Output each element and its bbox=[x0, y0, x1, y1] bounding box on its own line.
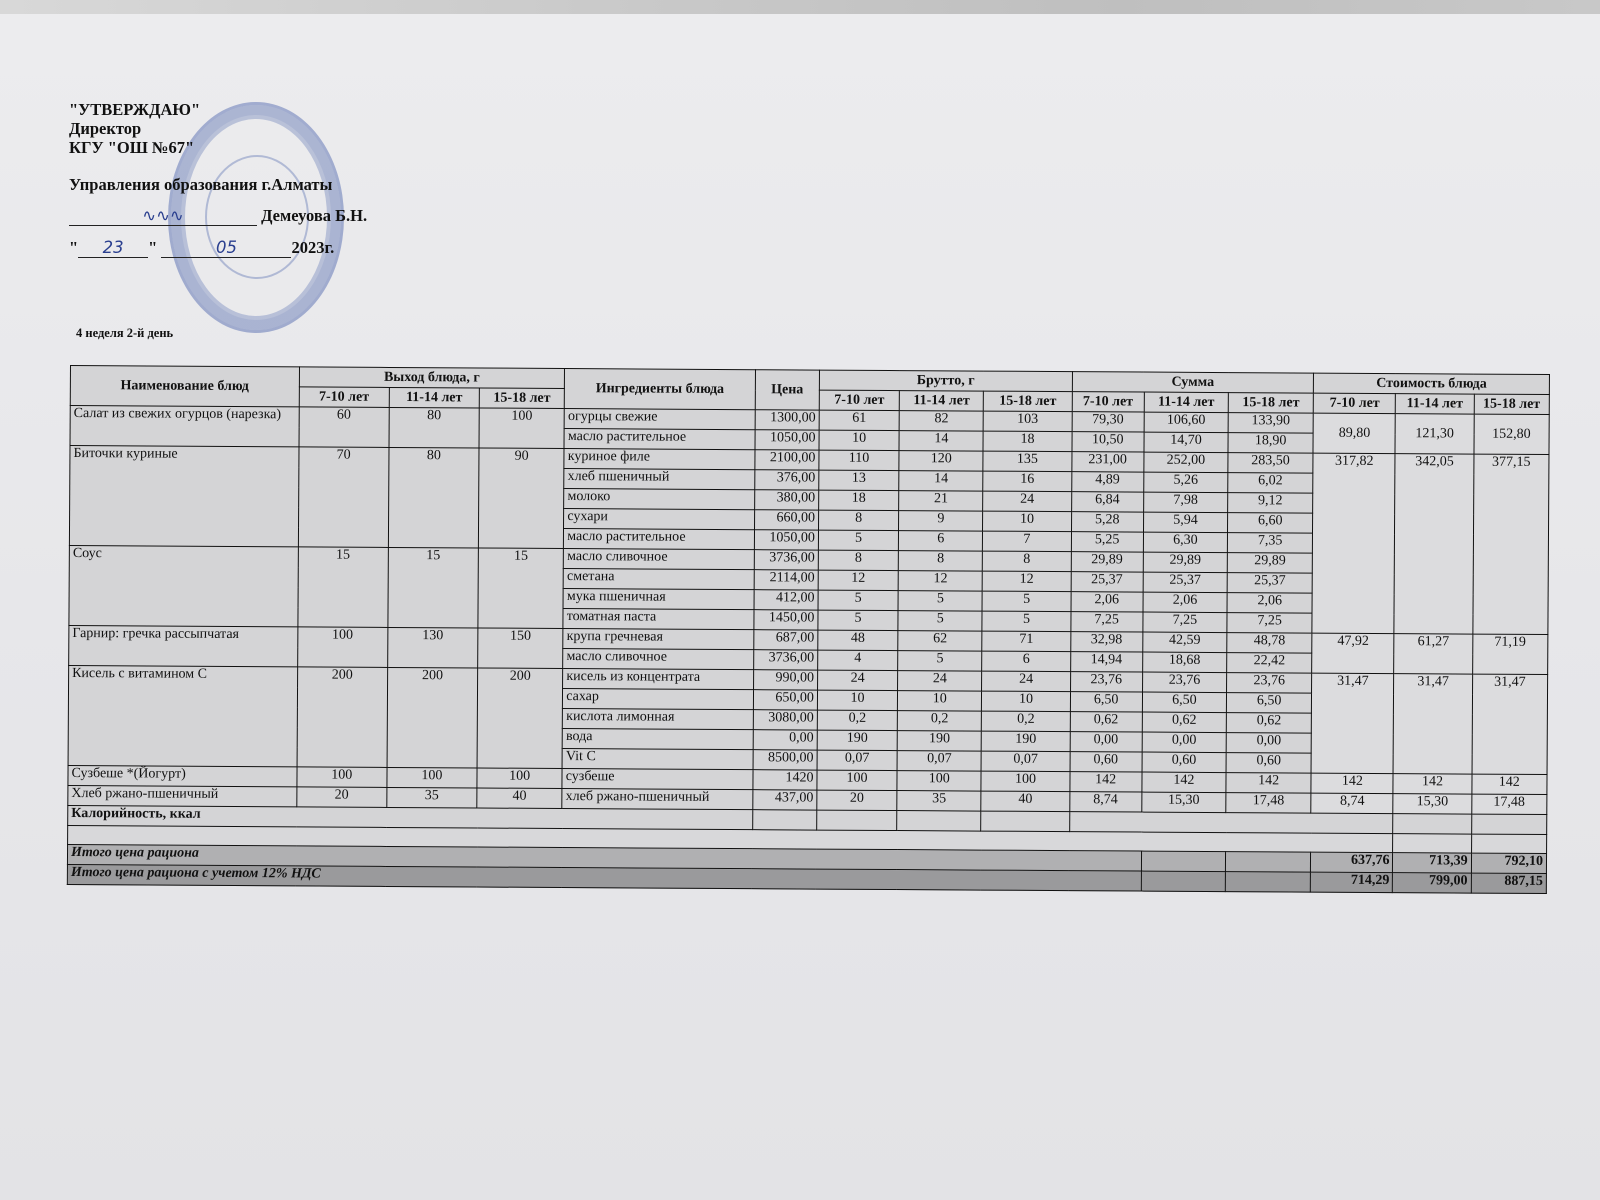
ingredient-sum: 142 bbox=[1070, 772, 1142, 792]
ingredient-sum: 15,30 bbox=[1142, 792, 1226, 813]
ingredient-name: масло растительное bbox=[564, 429, 755, 450]
dish-cost: 31,47 bbox=[1472, 674, 1548, 774]
total-vat-blank bbox=[1225, 872, 1310, 893]
ingredient-gross: 10 bbox=[983, 511, 1071, 532]
ingredient-sum: 8,74 bbox=[1069, 792, 1141, 812]
header-yield-age-1: 11-14 лет bbox=[389, 387, 479, 408]
ingredient-price: 2114,00 bbox=[754, 570, 818, 590]
dish-yield: 100 bbox=[387, 767, 477, 788]
ingredient-sum: 6,84 bbox=[1071, 492, 1143, 512]
ingredient-sum: 23,76 bbox=[1227, 673, 1312, 694]
dish-yield: 150 bbox=[478, 628, 563, 669]
ingredient-gross: 20 bbox=[817, 790, 897, 810]
ingredient-name: масло сливочное bbox=[563, 649, 754, 670]
ingredient-gross: 10 bbox=[819, 430, 899, 450]
ingredient-name: сузбеше bbox=[562, 769, 753, 790]
dish-cost: 121,30 bbox=[1395, 414, 1473, 454]
ingredient-gross: 5 bbox=[818, 610, 898, 630]
ingredient-gross: 18 bbox=[983, 431, 1071, 452]
ingredient-gross: 5 bbox=[898, 591, 982, 612]
dish-yield: 200 bbox=[387, 667, 478, 768]
ingredient-gross: 100 bbox=[981, 771, 1069, 792]
ingredient-sum: 42,59 bbox=[1143, 632, 1227, 653]
dish-cost: 342,05 bbox=[1394, 454, 1473, 634]
header-gross-age-2: 15-18 лет bbox=[984, 391, 1072, 412]
ingredient-sum: 18,68 bbox=[1142, 652, 1226, 673]
ingredient-sum: 0,62 bbox=[1226, 713, 1311, 734]
ingredient-gross: 4 bbox=[818, 650, 898, 670]
header-sum-age-1: 11-14 лет bbox=[1144, 392, 1228, 413]
dish-yield: 80 bbox=[388, 447, 479, 548]
ingredient-gross: 5 bbox=[982, 591, 1070, 612]
ingredient-name: томатная паста bbox=[563, 609, 754, 630]
dish-cost: 15,30 bbox=[1393, 794, 1471, 814]
calories-cell bbox=[817, 810, 897, 830]
empty-cell bbox=[1471, 834, 1546, 853]
ingredient-gross: 48 bbox=[818, 630, 898, 650]
total-vat-label: Итого цена рациона с учетом 12% НДС bbox=[67, 864, 1141, 891]
ingredient-price: 1300,00 bbox=[755, 410, 819, 430]
ingredient-gross: 8 bbox=[898, 551, 982, 572]
ingredient-name: хлеб пшеничный bbox=[564, 469, 755, 490]
ingredient-gross: 82 bbox=[899, 411, 983, 432]
dish-cost: 8,74 bbox=[1311, 793, 1393, 814]
dish-name: Салат из свежих огурцов (нарезка) bbox=[70, 406, 299, 447]
ingredient-sum: 0,62 bbox=[1070, 712, 1142, 732]
ingredient-gross: 110 bbox=[819, 450, 899, 470]
dish-name: Биточки куриные bbox=[69, 446, 298, 547]
header-gross: Брутто, г bbox=[819, 370, 1072, 392]
ingredient-gross: 0,2 bbox=[817, 710, 897, 730]
total-value: 713,39 bbox=[1393, 853, 1471, 873]
ingredient-gross: 0,07 bbox=[817, 750, 897, 770]
total-vat-blank bbox=[1141, 871, 1225, 892]
ingredient-gross: 5 bbox=[818, 530, 898, 550]
header-gross-age-1: 11-14 лет bbox=[899, 391, 983, 412]
ingredient-price: 3736,00 bbox=[754, 550, 818, 570]
ingredient-sum: 6,50 bbox=[1142, 692, 1226, 713]
ingredient-gross: 24 bbox=[898, 671, 982, 692]
ingredient-price: 376,00 bbox=[755, 470, 819, 490]
ingredient-sum: 7,25 bbox=[1143, 612, 1227, 633]
ingredient-gross: 14 bbox=[899, 431, 983, 452]
header-dish-name: Наименование блюд bbox=[70, 366, 299, 407]
ingredient-price: 650,00 bbox=[753, 690, 817, 710]
ingredient-sum: 2,06 bbox=[1227, 593, 1312, 614]
ingredient-sum: 9,12 bbox=[1228, 493, 1313, 514]
dish-yield: 80 bbox=[389, 407, 479, 448]
dish-cost: 142 bbox=[1393, 774, 1471, 794]
header-yield-age-0: 7-10 лет bbox=[299, 387, 389, 408]
ingredient-gross: 8 bbox=[818, 550, 898, 570]
ingredient-gross: 100 bbox=[817, 770, 897, 790]
ingredient-sum: 79,30 bbox=[1072, 412, 1144, 432]
total-blank bbox=[1225, 852, 1310, 873]
dish-yield: 60 bbox=[299, 407, 389, 448]
ingredient-gross: 62 bbox=[898, 631, 982, 652]
ingredient-sum: 0,60 bbox=[1142, 752, 1226, 773]
ingredient-gross: 0,2 bbox=[982, 711, 1070, 732]
ingredient-sum: 0,00 bbox=[1226, 733, 1311, 754]
dish-cost: 71,19 bbox=[1472, 634, 1548, 674]
dish-name: Гарнир: гречка рассыпчатая bbox=[69, 625, 298, 666]
signature-line bbox=[69, 206, 367, 226]
date-year: 2023г. bbox=[291, 238, 335, 257]
total-vat-value: 887,15 bbox=[1471, 873, 1546, 893]
dish-yield: 40 bbox=[477, 788, 562, 809]
empty-cell bbox=[1393, 834, 1471, 853]
header-sum-age-0: 7-10 лет bbox=[1072, 392, 1144, 412]
ingredient-sum: 6,50 bbox=[1226, 693, 1311, 714]
ingredient-gross: 24 bbox=[982, 671, 1070, 692]
header-yield: Выход блюда, г bbox=[299, 367, 565, 389]
header-ingredients: Ингредиенты блюда bbox=[565, 369, 756, 410]
dish-cost: 61,27 bbox=[1394, 634, 1472, 674]
dish-yield: 35 bbox=[387, 787, 477, 808]
dish-yield: 20 bbox=[296, 787, 386, 808]
ingredient-gross: 0,2 bbox=[897, 711, 981, 732]
ingredient-sum: 0,60 bbox=[1070, 752, 1142, 772]
dish-name: Соус bbox=[69, 545, 298, 626]
ingredient-gross: 5 bbox=[982, 611, 1070, 632]
ingredient-sum: 32,98 bbox=[1070, 632, 1142, 652]
ingredient-price: 3736,00 bbox=[753, 650, 817, 670]
dish-cost: 152,80 bbox=[1474, 414, 1550, 454]
ingredient-sum: 18,90 bbox=[1228, 433, 1313, 454]
ingredient-gross: 7 bbox=[983, 531, 1071, 552]
ingredient-name: масло сливочное bbox=[564, 549, 755, 570]
ingredient-sum: 17,48 bbox=[1226, 793, 1311, 814]
dish-yield: 100 bbox=[479, 408, 564, 449]
ingredient-sum: 48,78 bbox=[1227, 633, 1312, 654]
approval-organization: КГУ "ОШ №67" bbox=[69, 138, 195, 157]
header-sum: Сумма bbox=[1072, 372, 1314, 393]
approval-department: Управления образования г.Алматы bbox=[69, 175, 333, 194]
ingredient-gross: 190 bbox=[897, 731, 981, 752]
ingredient-price: 1450,00 bbox=[754, 610, 818, 630]
dish-yield: 100 bbox=[297, 767, 387, 788]
ingredient-sum: 4,89 bbox=[1071, 472, 1143, 492]
ingredient-gross: 190 bbox=[982, 731, 1070, 752]
ingredient-gross: 8 bbox=[983, 551, 1071, 572]
dish-yield: 200 bbox=[477, 668, 563, 769]
ingredient-gross: 135 bbox=[983, 451, 1071, 472]
dish-name: Сузбеше *(Йогурт) bbox=[68, 765, 297, 786]
ingredient-gross: 0,07 bbox=[981, 751, 1069, 772]
ingredient-sum: 5,25 bbox=[1071, 532, 1143, 552]
calories-cell bbox=[1069, 812, 1393, 834]
ingredient-name: кислота лимонная bbox=[563, 709, 754, 730]
ingredient-price: 437,00 bbox=[753, 790, 817, 810]
ingredient-price: 0,00 bbox=[753, 730, 817, 750]
ingredient-sum: 106,60 bbox=[1144, 412, 1228, 433]
ingredient-sum: 10,50 bbox=[1072, 432, 1144, 452]
dish-yield: 100 bbox=[297, 627, 387, 668]
ingredient-sum: 23,76 bbox=[1142, 672, 1226, 693]
header-cost-age-0: 7-10 лет bbox=[1313, 393, 1395, 414]
ingredient-sum: 5,26 bbox=[1144, 472, 1228, 493]
ingredient-name: куриное филе bbox=[564, 449, 755, 470]
ingredient-gross: 100 bbox=[897, 771, 981, 792]
calories-label: Калорийность, ккал bbox=[68, 805, 753, 829]
dish-yield: 70 bbox=[298, 447, 389, 548]
ingredient-sum: 22,42 bbox=[1227, 653, 1312, 674]
ingredient-gross: 10 bbox=[817, 690, 897, 710]
ingredient-name: огурцы свежие bbox=[564, 409, 755, 430]
dish-yield: 90 bbox=[478, 448, 564, 549]
header-gross-age-0: 7-10 лет bbox=[819, 390, 899, 410]
ingredient-price: 1050,00 bbox=[754, 530, 818, 550]
ingredient-name: хлеб ржано-пшеничный bbox=[562, 789, 753, 810]
ingredient-gross: 16 bbox=[983, 471, 1071, 492]
ingredient-gross: 6 bbox=[982, 651, 1070, 672]
dish-cost: 31,47 bbox=[1393, 674, 1472, 774]
ingredient-sum: 29,89 bbox=[1227, 553, 1312, 574]
ingredient-gross: 103 bbox=[984, 411, 1072, 432]
dish-cost: 89,80 bbox=[1313, 413, 1395, 454]
ingredient-gross: 24 bbox=[817, 670, 897, 690]
ingredient-sum: 2,06 bbox=[1143, 592, 1227, 613]
calories-cell bbox=[752, 810, 816, 830]
ingredient-sum: 6,02 bbox=[1228, 473, 1313, 494]
background-fabric bbox=[0, 0, 1600, 14]
ingredient-gross: 71 bbox=[982, 631, 1070, 652]
ingredient-gross: 14 bbox=[899, 471, 983, 492]
ingredient-gross: 18 bbox=[819, 490, 899, 510]
ingredient-sum: 142 bbox=[1226, 773, 1311, 794]
day-label: 4 неделя 2-й день bbox=[76, 326, 174, 340]
ingredient-sum: 0,00 bbox=[1142, 732, 1226, 753]
ingredient-gross: 35 bbox=[897, 791, 981, 812]
ingredient-gross: 5 bbox=[818, 590, 898, 610]
header-sum-age-2: 15-18 лет bbox=[1228, 393, 1313, 414]
ingredient-sum: 29,89 bbox=[1071, 552, 1143, 572]
date-day: 23 bbox=[78, 238, 148, 258]
ingredient-sum: 231,00 bbox=[1071, 452, 1143, 472]
header-yield-age-2: 15-18 лет bbox=[479, 388, 564, 409]
ingredient-gross: 120 bbox=[899, 451, 983, 472]
dish-yield: 15 bbox=[478, 548, 564, 629]
dish-yield: 200 bbox=[297, 667, 388, 768]
dish-cost: 377,15 bbox=[1473, 454, 1549, 634]
ingredient-price: 380,00 bbox=[754, 490, 818, 510]
ingredient-price: 8500,00 bbox=[753, 750, 817, 770]
dish-yield: 15 bbox=[388, 547, 479, 628]
calories-cell bbox=[1471, 814, 1546, 834]
ingredient-price: 412,00 bbox=[754, 590, 818, 610]
ingredient-gross: 9 bbox=[899, 511, 983, 532]
ingredient-gross: 21 bbox=[899, 491, 983, 512]
ingredient-gross: 13 bbox=[819, 470, 899, 490]
ingredient-name: крупа гречневая bbox=[563, 629, 754, 650]
ingredient-price: 687,00 bbox=[754, 630, 818, 650]
approval-date: " 23 " 05 2023г. bbox=[69, 238, 335, 257]
ingredient-name: Vit C bbox=[562, 749, 753, 770]
ingredient-gross: 24 bbox=[983, 491, 1071, 512]
ingredient-sum: 6,60 bbox=[1228, 513, 1313, 534]
ingredient-name: мука пшеничная bbox=[563, 589, 754, 610]
ingredient-gross: 12 bbox=[983, 571, 1071, 592]
ingredient-name: сахар bbox=[563, 689, 754, 710]
total-vat-value: 714,29 bbox=[1311, 872, 1393, 893]
ingredient-price: 1420 bbox=[753, 770, 817, 790]
ingredient-price: 1050,00 bbox=[755, 430, 819, 450]
dish-cost: 17,48 bbox=[1471, 794, 1546, 814]
ingredient-gross: 12 bbox=[818, 570, 898, 590]
ingredient-gross: 61 bbox=[819, 410, 899, 430]
total-label: Итого цена рациона bbox=[67, 844, 1141, 871]
header-price: Цена bbox=[755, 370, 819, 410]
dish-cost: 31,47 bbox=[1311, 673, 1394, 774]
ingredient-gross: 10 bbox=[982, 691, 1070, 712]
dish-name: Хлеб ржано-пшеничный bbox=[68, 785, 297, 806]
ingredient-name: кисель из концентрата bbox=[563, 669, 754, 690]
ingredient-sum: 0,00 bbox=[1070, 732, 1142, 752]
ingredient-sum: 7,25 bbox=[1227, 613, 1312, 634]
ingredient-sum: 14,70 bbox=[1144, 432, 1228, 453]
signer-name: Демеуова Б.Н. bbox=[261, 206, 368, 225]
header-cost-age-2: 15-18 лет bbox=[1474, 394, 1549, 414]
ingredient-sum: 14,94 bbox=[1070, 652, 1142, 672]
ingredient-gross: 190 bbox=[817, 730, 897, 750]
ingredient-sum: 25,37 bbox=[1227, 573, 1312, 594]
ingredient-name: молоко bbox=[564, 489, 755, 510]
dish-cost: 142 bbox=[1311, 773, 1393, 794]
ingredient-sum: 5,28 bbox=[1071, 512, 1143, 532]
ingredient-sum: 23,76 bbox=[1070, 672, 1142, 692]
ingredient-sum: 142 bbox=[1142, 772, 1226, 793]
ingredient-sum: 6,50 bbox=[1070, 692, 1142, 712]
ingredient-sum: 0,60 bbox=[1226, 753, 1311, 774]
ingredient-sum: 25,37 bbox=[1143, 572, 1227, 593]
ingredient-gross: 40 bbox=[981, 791, 1069, 812]
dish-yield: 100 bbox=[477, 768, 562, 789]
calories-cell bbox=[981, 811, 1069, 832]
ingredient-gross: 8 bbox=[818, 510, 898, 530]
ingredient-sum: 0,62 bbox=[1142, 712, 1226, 733]
ingredient-name: сухари bbox=[564, 509, 755, 530]
ingredient-sum: 133,90 bbox=[1228, 413, 1313, 434]
dish-yield: 15 bbox=[298, 547, 389, 628]
header-cost-age-1: 11-14 лет bbox=[1396, 394, 1474, 414]
total-value: 637,76 bbox=[1311, 852, 1393, 873]
ingredient-gross: 6 bbox=[899, 531, 983, 552]
dish-name: Кисель с витамином С bbox=[68, 665, 297, 766]
calories-cell bbox=[1393, 814, 1471, 834]
dish-cost: 317,82 bbox=[1312, 453, 1395, 633]
dish-cost: 47,92 bbox=[1312, 633, 1394, 674]
total-value: 792,10 bbox=[1471, 853, 1546, 873]
ingredient-sum: 2,06 bbox=[1071, 592, 1143, 612]
dish-yield: 130 bbox=[388, 627, 478, 668]
ingredient-gross: 12 bbox=[898, 571, 982, 592]
signature-icon: ∿∿∿ bbox=[69, 206, 257, 226]
ingredient-sum: 7,98 bbox=[1143, 492, 1227, 513]
total-blank bbox=[1141, 851, 1225, 872]
ingredient-sum: 25,37 bbox=[1071, 572, 1143, 592]
menu-table bbox=[67, 365, 1550, 894]
ingredient-price: 3080,00 bbox=[753, 710, 817, 730]
ingredient-name: вода bbox=[562, 729, 753, 750]
ingredient-sum: 252,00 bbox=[1144, 452, 1228, 473]
approval-position: Директор bbox=[69, 119, 142, 138]
ingredient-price: 2100,00 bbox=[755, 450, 819, 470]
ingredient-sum: 7,25 bbox=[1071, 612, 1143, 632]
dish-cost: 142 bbox=[1472, 774, 1547, 794]
ingredient-sum: 5,94 bbox=[1143, 512, 1227, 533]
ingredient-price: 660,00 bbox=[754, 510, 818, 530]
header-dish-cost: Стоимость блюда bbox=[1314, 373, 1550, 394]
ingredient-sum: 283,50 bbox=[1228, 453, 1313, 474]
total-vat-value: 799,00 bbox=[1393, 873, 1471, 893]
ingredient-gross: 10 bbox=[898, 691, 982, 712]
approval-block bbox=[69, 100, 367, 258]
date-month: 05 bbox=[161, 238, 291, 258]
ingredient-name: масло растительное bbox=[564, 529, 755, 550]
ingredient-gross: 0,07 bbox=[897, 751, 981, 772]
ingredient-gross: 5 bbox=[898, 651, 982, 672]
ingredient-sum: 7,35 bbox=[1227, 533, 1312, 554]
approval-heading: "УТВЕРЖДАЮ" bbox=[69, 100, 201, 119]
ingredient-price: 990,00 bbox=[753, 670, 817, 690]
ingredient-sum: 6,30 bbox=[1143, 532, 1227, 553]
calories-cell bbox=[897, 811, 981, 832]
ingredient-gross: 5 bbox=[898, 611, 982, 632]
ingredient-name: сметана bbox=[563, 569, 754, 590]
ingredient-sum: 29,89 bbox=[1143, 552, 1227, 573]
